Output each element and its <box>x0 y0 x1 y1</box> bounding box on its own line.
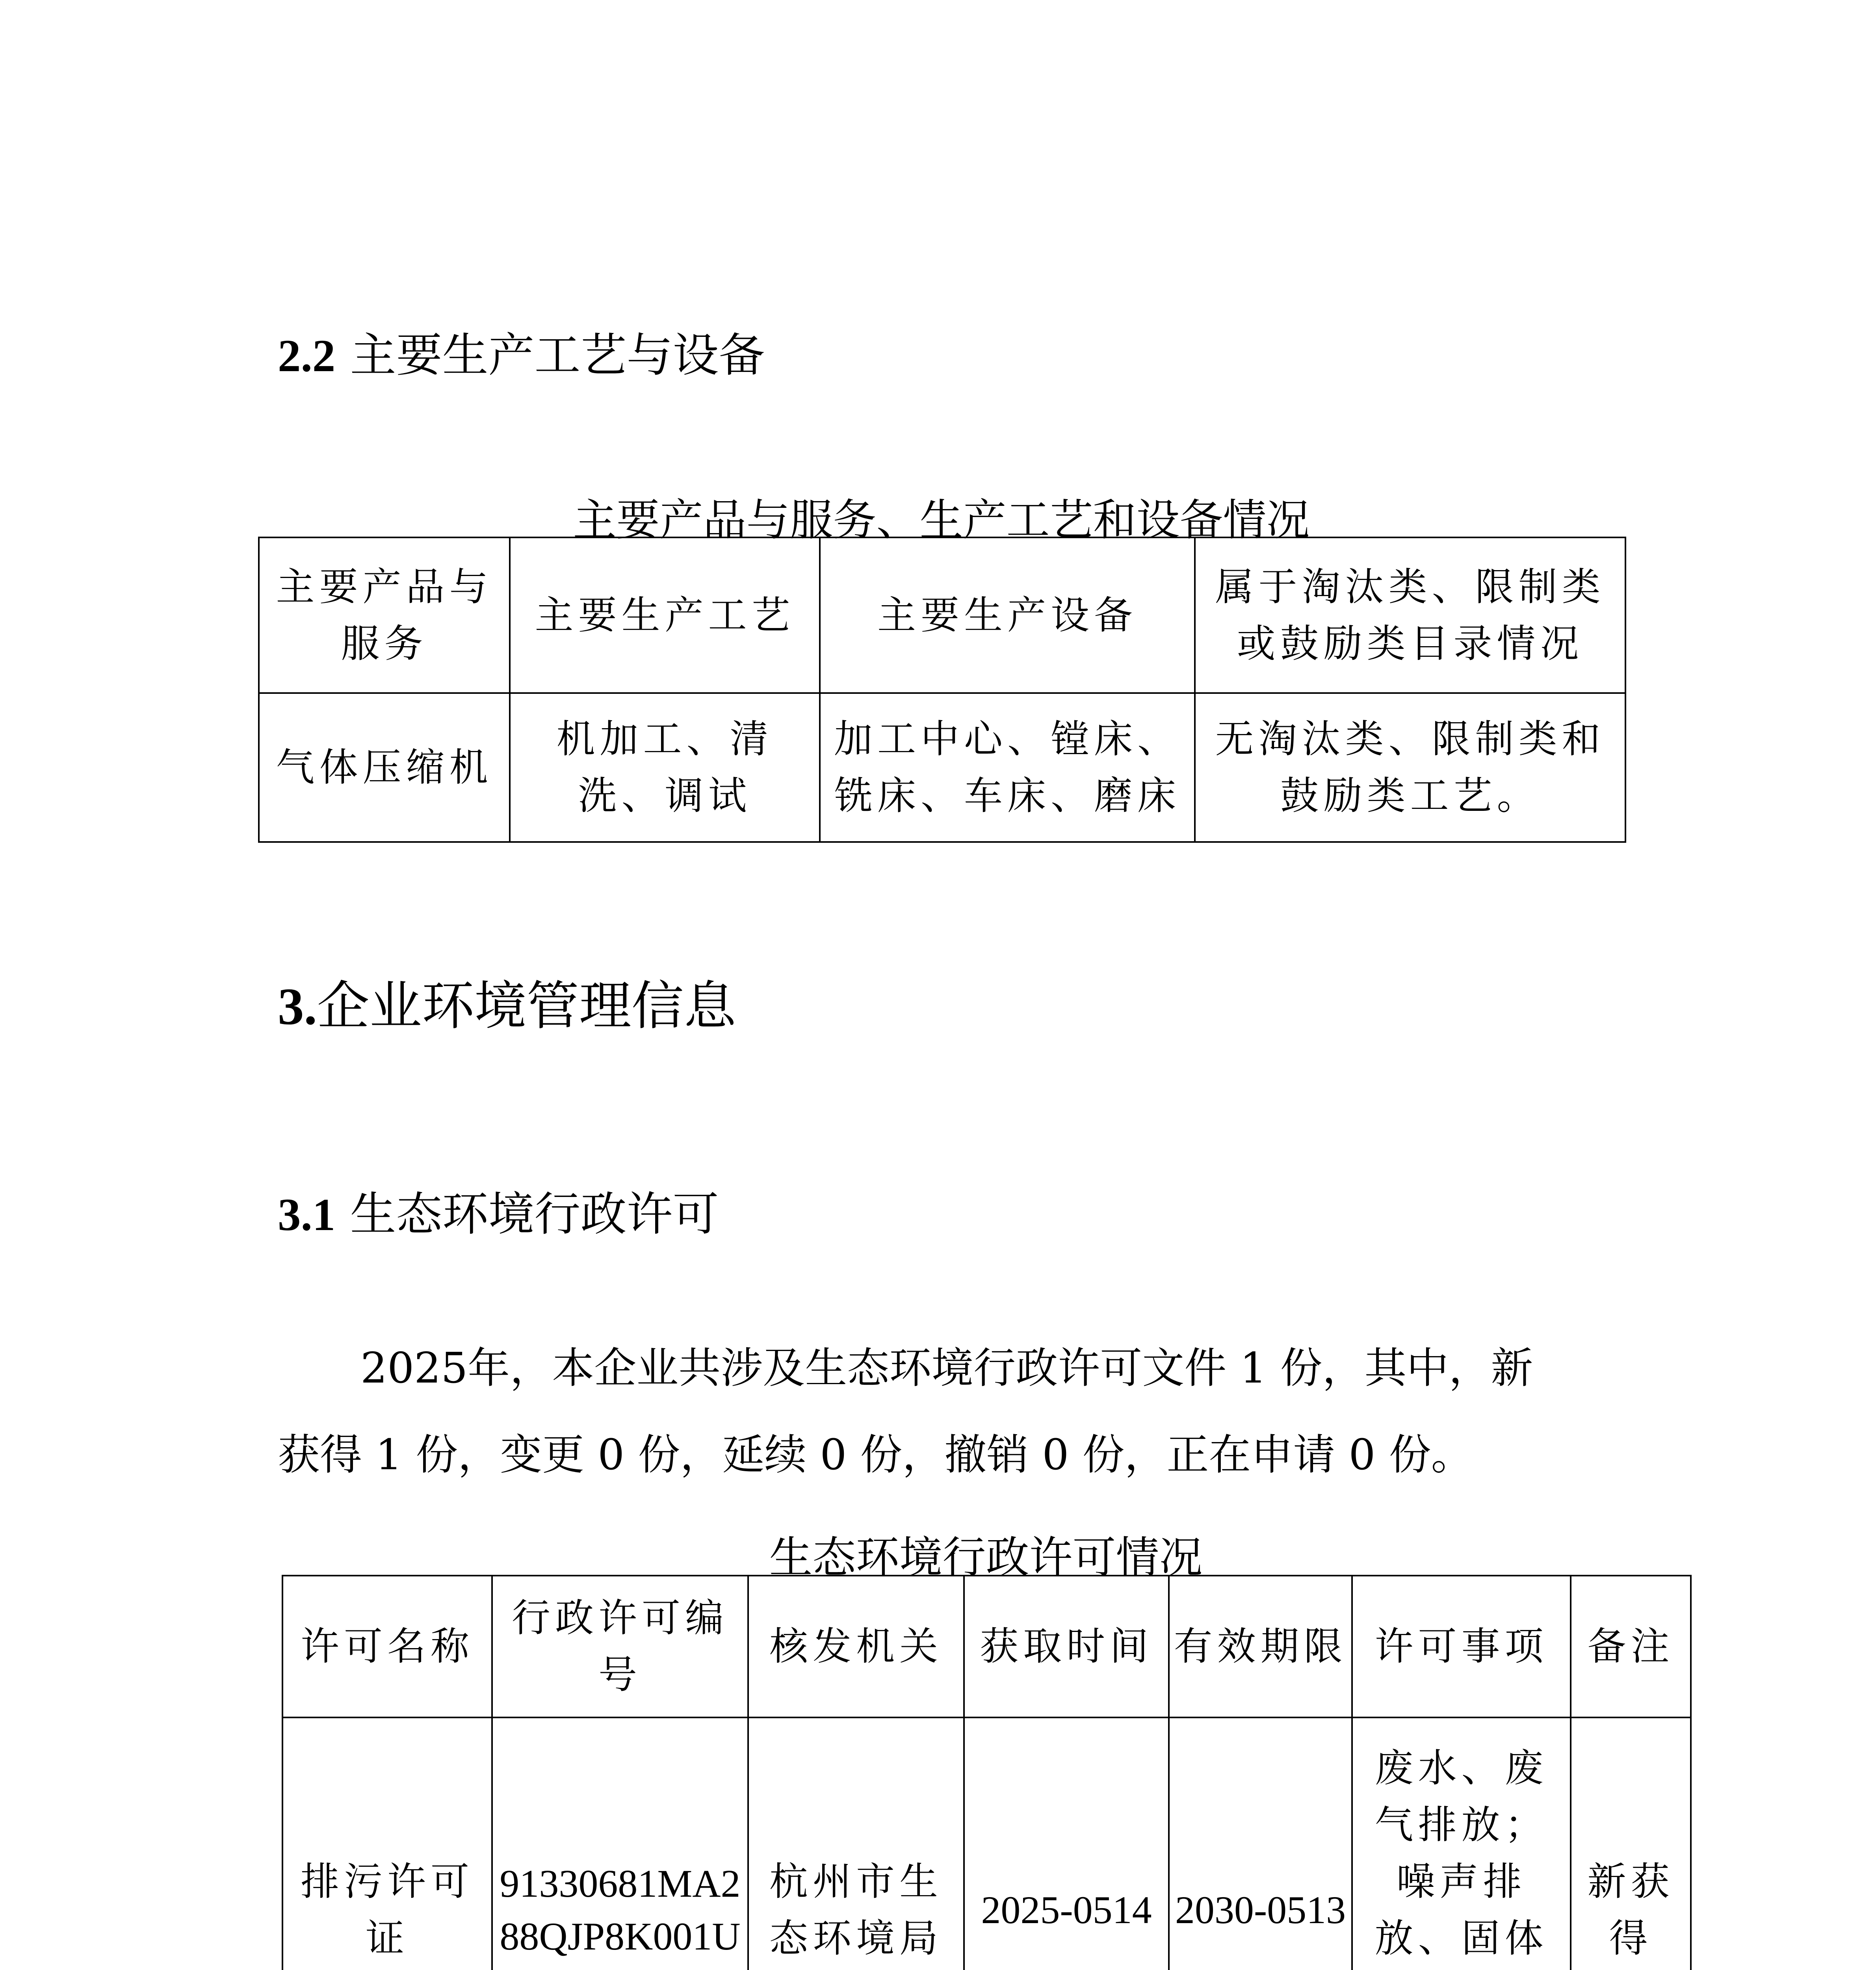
table-header-cell: 备注 <box>1571 1576 1691 1717</box>
table-cell: 2025-0514 <box>964 1717 1169 1970</box>
products-process-table <box>258 537 1626 843</box>
table-cell: 排污许可证 <box>282 1717 492 1970</box>
table-header-cell: 有效期限 <box>1169 1576 1352 1717</box>
section-title: 企业环境管理信息 <box>317 976 736 1037</box>
section-number: 3.1 <box>278 1189 336 1240</box>
table-cell: 废水、废气排放；噪声排放、固体 <box>1352 1717 1571 1970</box>
section-title: 主要生产工艺与设备 <box>350 328 765 382</box>
section-title: 生态环境行政许可 <box>350 1187 719 1241</box>
table-header-cell: 许可名称 <box>282 1576 492 1717</box>
table1-caption: 主要产品与服务、生产工艺和设备情况 <box>573 495 1310 545</box>
table-cell: 2030-0513 <box>1169 1717 1352 1970</box>
table-header-row <box>259 537 1625 693</box>
table-cell: 加工中心、镗床、铣床、车床、磨床 <box>820 693 1195 842</box>
table-cell: 91330681MA288QJP8K001U <box>492 1717 748 1970</box>
table-cell: 杭州市生态环境局 <box>748 1717 964 1970</box>
table-header-cell: 属于淘汰类、限制类或鼓励类目录情况 <box>1195 537 1625 693</box>
admin-permit-table <box>282 1575 1692 1970</box>
section-number: 3. <box>278 977 317 1035</box>
table-cell: 气体压缩机 <box>259 693 510 842</box>
table-header-cell: 主要产品与服务 <box>259 537 510 693</box>
table-header-cell: 主要生产工艺 <box>510 537 820 693</box>
table-header-cell: 核发机关 <box>748 1576 964 1717</box>
paragraph-line-1: 2025年，本企业共涉及生态环境行政许可文件 1 份，其中，新 <box>360 1344 1533 1393</box>
table-cell: 无淘汰类、限制类和鼓励类工艺。 <box>1195 693 1625 842</box>
section-3-heading <box>278 975 736 1038</box>
table-row <box>282 1717 1691 1970</box>
section-number: 2.2 <box>278 331 336 381</box>
table-header-cell: 许可事项 <box>1352 1576 1571 1717</box>
table-header-cell: 行政许可编号 <box>492 1576 748 1717</box>
section-2-2-heading <box>278 328 765 384</box>
table-cell: 新获得 <box>1571 1717 1691 1970</box>
table-header-cell: 获取时间 <box>964 1576 1169 1717</box>
table-row <box>259 693 1625 842</box>
table-header-cell: 主要生产设备 <box>820 537 1195 693</box>
section-3-1-heading <box>278 1187 719 1243</box>
paragraph-line-2: 获得 1 份，变更 0 份，延续 0 份，撤销 0 份，正在申请 0 份。 <box>278 1431 1473 1479</box>
table-cell: 机加工、清洗、调试 <box>510 693 820 842</box>
table2-caption: 生态环境行政许可情况 <box>769 1532 1203 1583</box>
table-header-row <box>282 1576 1691 1717</box>
